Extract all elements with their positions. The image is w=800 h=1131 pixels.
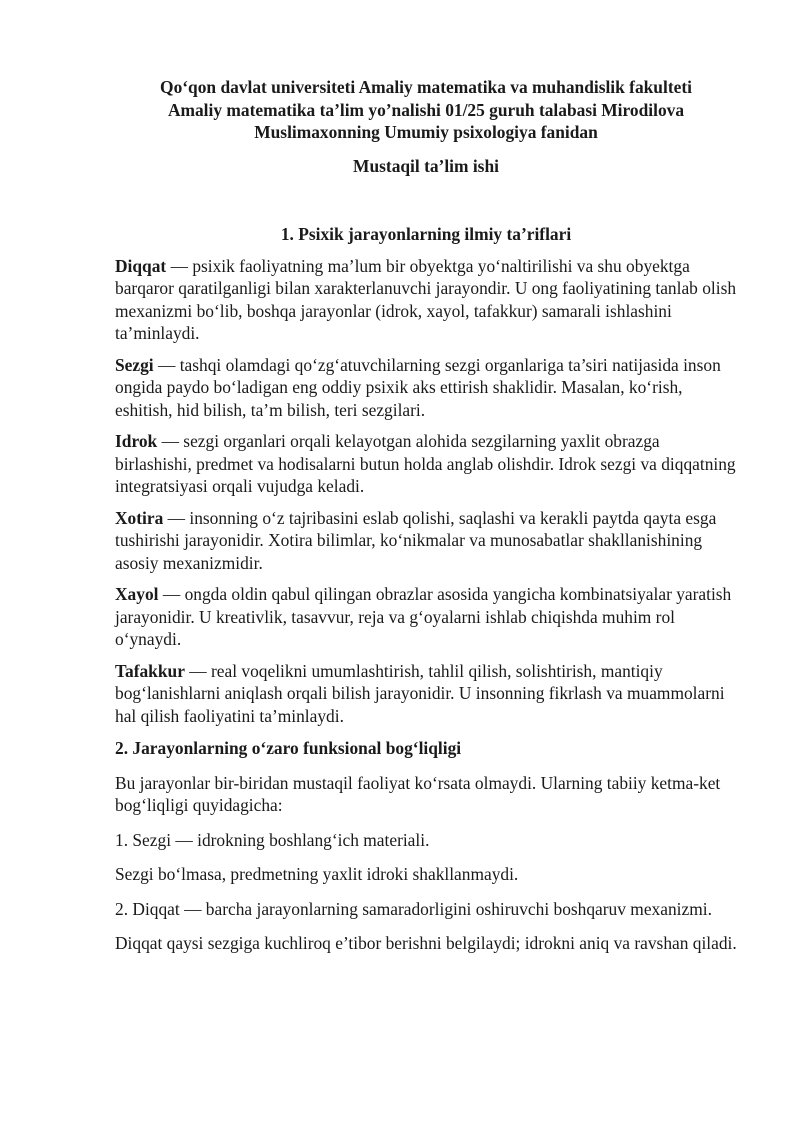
definition-text: — tashqi olamdagi qo‘zg‘atuvchilarning sezgi organlariga ta’siri natijasida inson ongida paydo bo‘ladigan eng oddiy psixik aks ettirish shaklidir. Masalan, ko‘rish, eshitish, hid bilish, ta’m bilish, teri sezgilari. bbox=[115, 354, 721, 420]
header-line-3: Muslimaxonning Umumiy psixologiya fanidan bbox=[254, 122, 598, 142]
header-line-2: Amaliy matematika ta’lim yo’nalishi 01/25 guruh talabasi Mirodilova bbox=[167, 99, 685, 120]
definition-paragraph bbox=[115, 583, 737, 651]
document-header bbox=[115, 76, 737, 144]
definition-term: Xayol bbox=[115, 584, 159, 604]
definition-paragraph bbox=[115, 660, 737, 728]
body-paragraph: 1. Sezgi — idrokning boshlang‘ich materiali. bbox=[115, 829, 430, 850]
definition-text: — insonning o‘z tajribasini eslab qolishi, saqlashi va kerakli paytda qayta esga tushirishi jarayonidir. Xotira bilimlar, ko‘nikmalar va munosabatlar shakllanishining asosiy mexanizmidir. bbox=[115, 507, 717, 573]
definition-term: Xotira bbox=[115, 507, 164, 528]
definition-term: Tafakkur bbox=[115, 660, 185, 681]
definition-paragraph bbox=[115, 354, 737, 422]
section-2-title: 2. Jarayonlarning o‘zaro funksional bog‘liqligi bbox=[115, 738, 462, 758]
definition-text: — real voqelikni umumlashtirish, tahlil qilish, solishtirish, mantiqiy bog‘lanishlarni aniqlash orqali bilish jarayonidir. U insonning fikrlash va muammolarni hal qilish faoliyatini ta’minlaydi. bbox=[115, 660, 725, 726]
definition-text: — psixik faoliyatning ma’lum bir obyektga yo‘naltirilishi va shu obyektga barqaror qaratilganligi bilan xarakterlanuvchi jarayondir. U ong faoliyatining tanlab olish mexanizmi bo‘lib, boshqa jarayonlar (idrok, xayol, tafakkur) samarali ishlashini ta’minlaydi. bbox=[115, 255, 737, 343]
document-page bbox=[115, 76, 737, 955]
definition-text: — sezgi organlari orqali kelayotgan alohida sezgilarning yaxlit obrazga birlashishi, predmet va hodisalarni butun holda anglab olishdir. Idrok sezgi va diqqatning integratsiyasi orqali vujudga keladi. bbox=[115, 431, 736, 496]
definition-paragraph bbox=[115, 255, 737, 345]
body-paragraph: 2. Diqqat — barcha jarayonlarning samaradorligini oshiruvchi boshqaruv mexanizmi. bbox=[115, 898, 712, 919]
definition-text: — ongda oldin qabul qilingan obrazlar asosida yangicha kombinatsiyalar yaratish jarayonidir. U kreativlik, tasavvur, reja va g‘oyalarni ishlab chiqishda muhim rol o‘ynaydi. bbox=[115, 584, 732, 649]
body-paragraph: Bu jarayonlar bir-biridan mustaqil faoliyat ko‘rsata olmaydi. Ularning tabiiy ketma-ket bog‘liqligi quyidagicha: bbox=[115, 772, 721, 815]
definition-paragraph bbox=[115, 507, 737, 575]
definition-paragraph bbox=[115, 430, 737, 498]
body-paragraph: Diqqat qaysi sezgiga kuchliroq e’tibor berishni belgilaydi; idrokni aniq va ravshan qiladi. bbox=[115, 933, 737, 953]
header-line-1: Qo‘qon davlat universiteti Amaliy matematika va muhandislik fakulteti bbox=[160, 77, 692, 97]
definition-term: Idrok bbox=[115, 431, 158, 451]
definition-term: Diqqat bbox=[115, 255, 167, 276]
document-subtitle: Mustaqil ta’lim ishi bbox=[353, 155, 499, 176]
section-1-title: 1. Psixik jarayonlarning ilmiy ta’riflari bbox=[280, 224, 572, 244]
definition-term: Sezgi bbox=[115, 354, 154, 375]
body-paragraph: Sezgi bo‘lmasa, predmetning yaxlit idroki shakllanmaydi. bbox=[115, 864, 519, 884]
